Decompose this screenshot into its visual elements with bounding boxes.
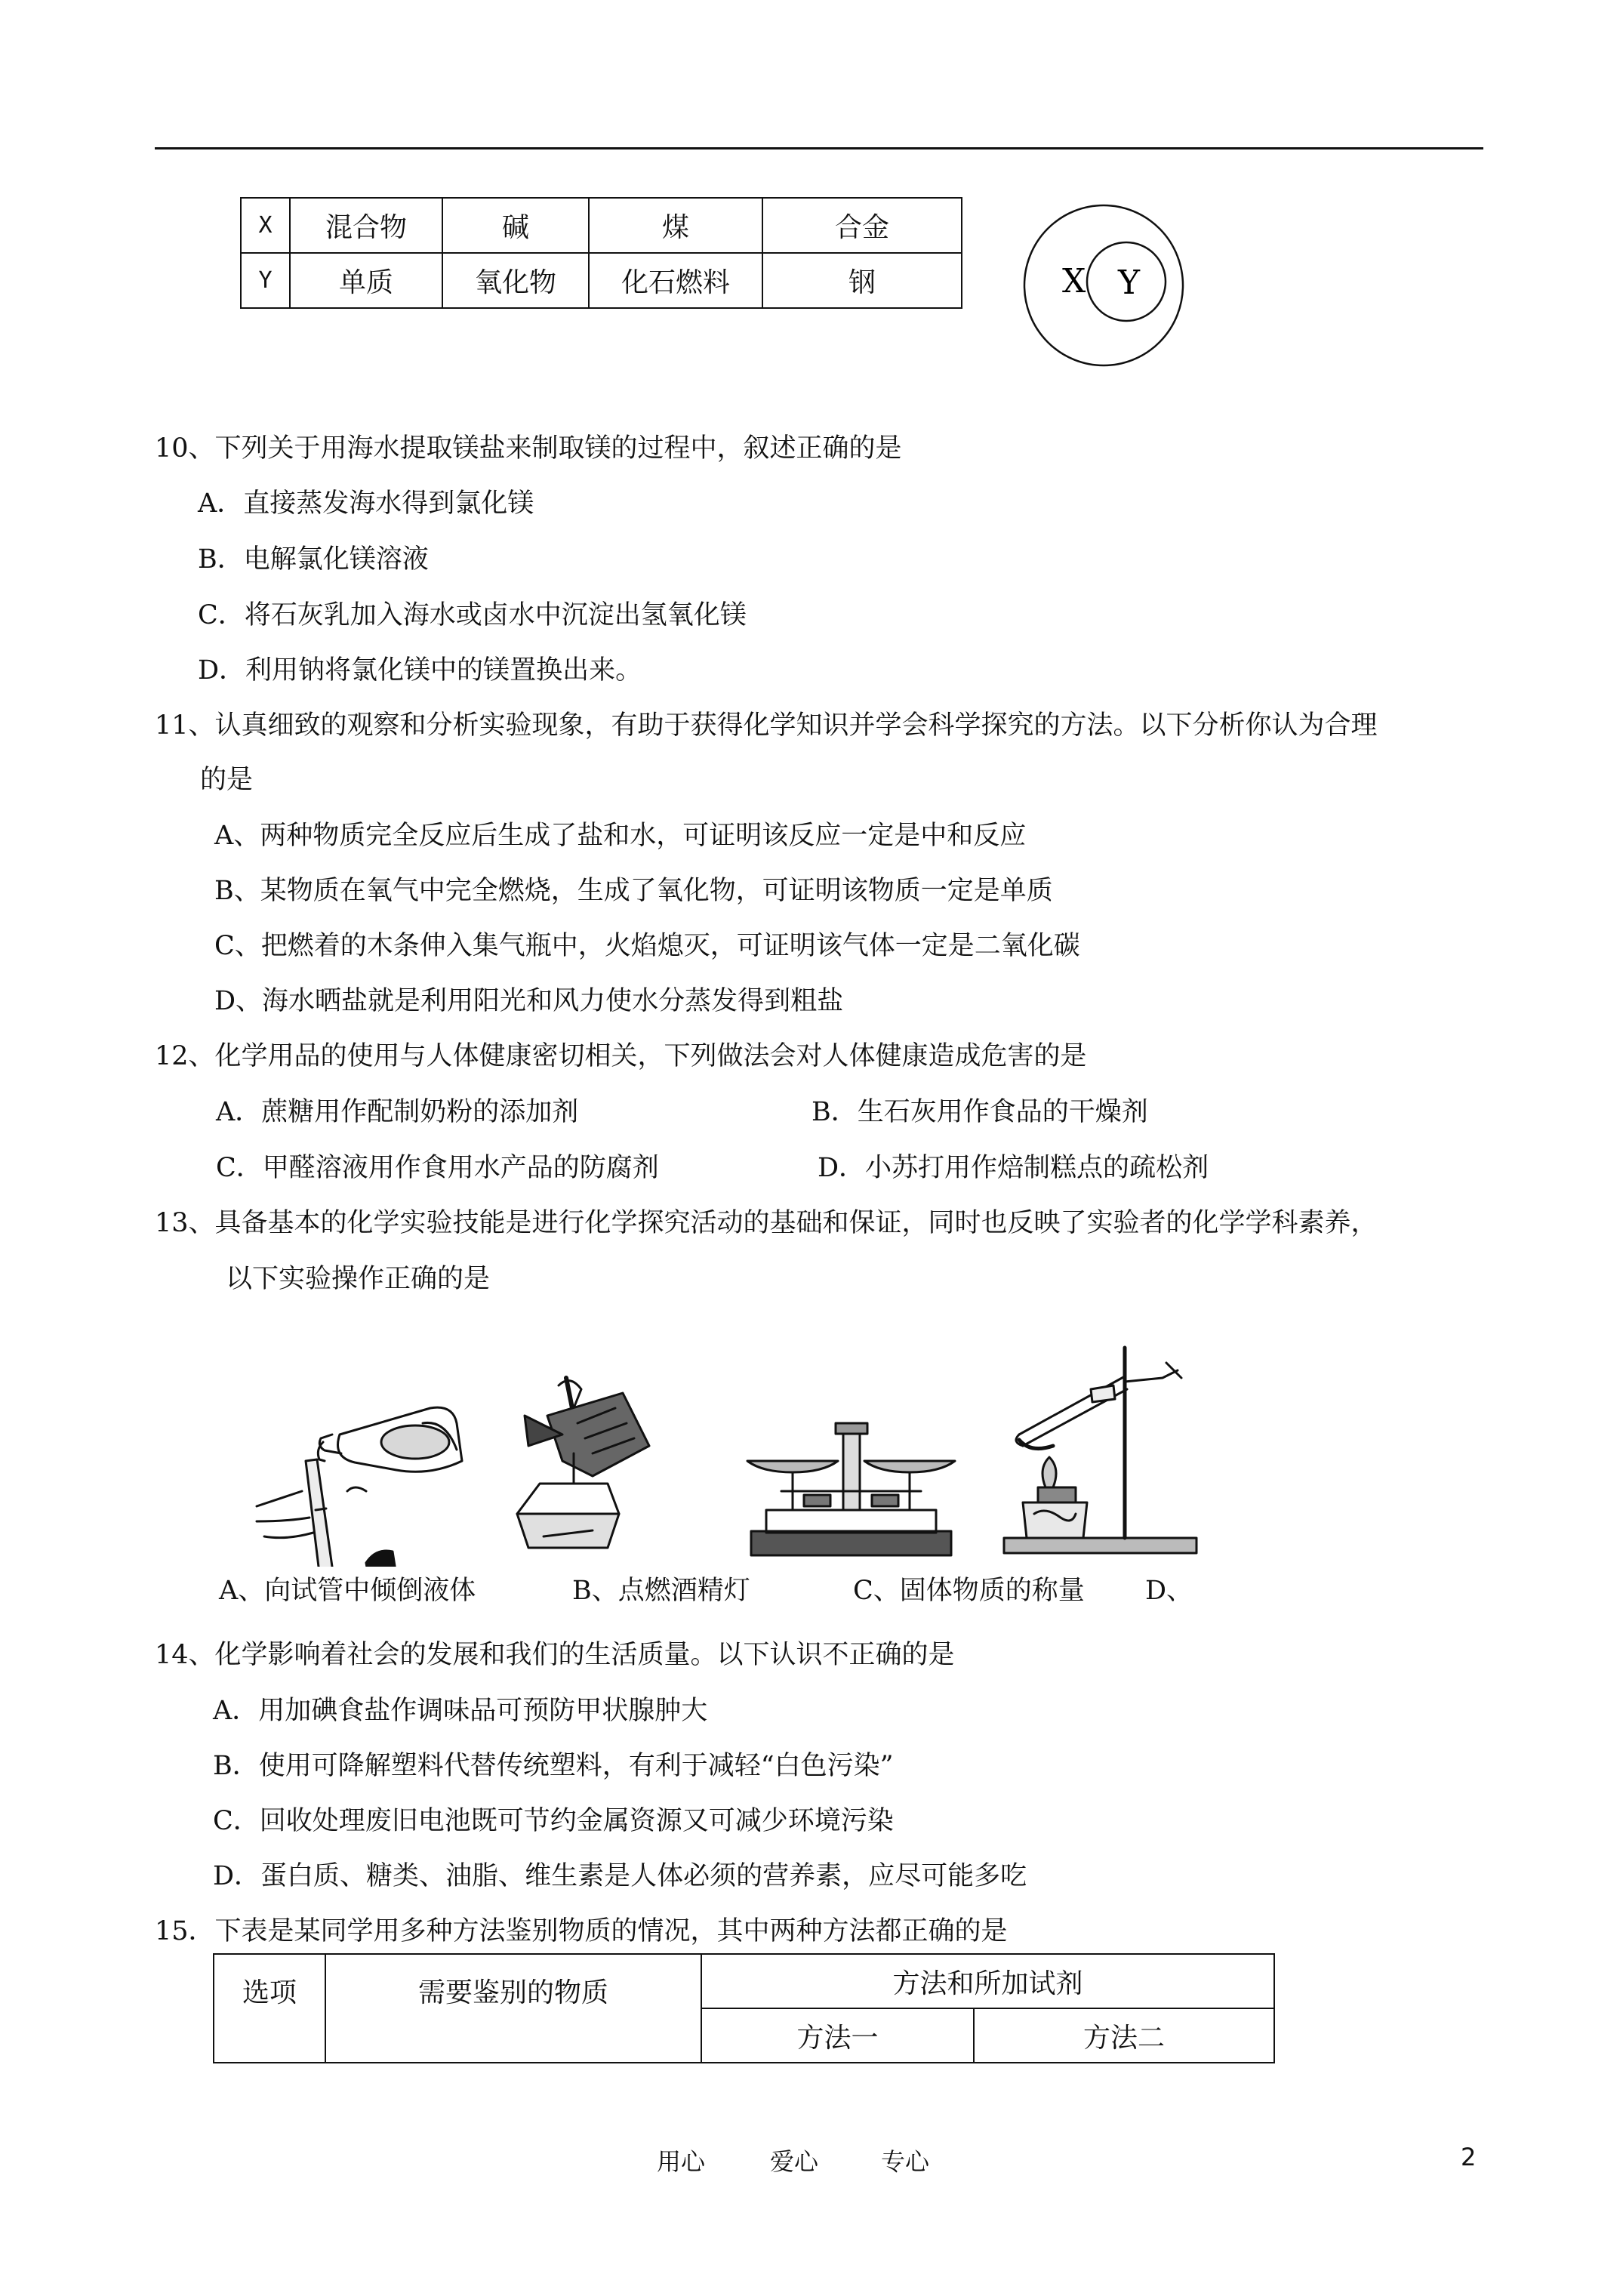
q10-option-b: B．电解氯化镁溶液: [198, 544, 429, 575]
alcohol-lamp-figure: [487, 1363, 657, 1559]
footer-item: 爱心: [770, 2147, 819, 2176]
table-cell: 单质: [290, 253, 442, 308]
q13-option-c: C、固体物质的称量: [853, 1576, 1085, 1606]
q12-option-d: D．小苏打用作焙制糕点的疏松剂: [818, 1153, 1209, 1183]
q13-option-d: D、: [1145, 1576, 1193, 1606]
question-11-stem-cont: 的是: [200, 765, 254, 795]
question-12-stem: 12、化学用品的使用与人体健康密切相关，下列做法会对人体健康造成危害的是: [155, 1041, 1087, 1071]
question-11-stem: 11、认真细致的观察和分析实验现象，有助于获得化学知识并学会科学探究的方法。以下分析你认为合理: [155, 710, 1378, 741]
q13-option-b: B、点燃酒精灯: [572, 1576, 750, 1606]
q10-option-d: D．利用钠将氯化镁中的镁置换出来。: [198, 655, 642, 686]
q12-option-c: C．甲醛溶液用作食用水产品的防腐剂: [216, 1153, 659, 1183]
table-row: [241, 198, 962, 253]
table-cell: 碱: [442, 198, 589, 253]
table-row: [241, 253, 962, 308]
table-cell: 合金: [762, 198, 962, 253]
header-method: 方法和所加试剂: [701, 1954, 1274, 2008]
q14-option-a: A．用加碘食盐作调味品可预防甲状腺肿大: [213, 1696, 708, 1726]
table-cell: 化石燃料: [589, 253, 762, 308]
footer-item: 专心: [881, 2147, 930, 2176]
question-14-stem: 14、化学影响着社会的发展和我们的生活质量。以下认识不正确的是: [155, 1640, 955, 1670]
q11-option-a: A、两种物质完全反应后生成了盐和水，可证明该反应一定是中和反应: [214, 821, 1027, 851]
page-number: 2: [1461, 2143, 1477, 2171]
q14-option-c: C．回收处理废旧电池既可节约金属资源又可减少环境污染: [213, 1806, 894, 1836]
question-15-stem: 15．下表是某同学用多种方法鉴别物质的情况，其中两种方法都正确的是: [155, 1916, 1008, 1946]
table-cell: 混合物: [290, 198, 442, 253]
header-method-2: 方法二: [974, 2008, 1274, 2063]
header-option: 选项: [214, 1954, 325, 2063]
header-rule: [155, 147, 1483, 149]
balance-scale-figure: [736, 1419, 966, 1563]
q12-option-b: B．生石灰用作食品的干燥剂: [812, 1097, 1148, 1127]
table-cell: 氧化物: [442, 253, 589, 308]
footer-item: 用心: [657, 2147, 706, 2176]
question-13-stem: 13、具备基本的化学实验技能是进行化学探究活动的基础和保证，同时也反映了实验者的化学学科素养，: [155, 1208, 1378, 1238]
heating-tube-figure: [1000, 1340, 1227, 1555]
row-label: X: [241, 198, 290, 253]
table-row: [214, 1954, 1274, 2008]
q12-option-a: A．蔗糖用作配制奶粉的添加剂: [216, 1097, 579, 1127]
venn-label-y: Y: [1118, 264, 1141, 302]
pour-liquid-figure: [242, 1378, 468, 1567]
q11-option-b: B、某物质在氧气中完全燃烧，生成了氧化物，可证明该物质一定是单质: [214, 876, 1053, 906]
table-cell: 煤: [589, 198, 762, 253]
header-substance: 需要鉴别的物质: [325, 1954, 701, 2063]
q11-option-c: C、把燃着的木条伸入集气瓶中，火焰熄灭，可证明该气体一定是二氧化碳: [214, 931, 1080, 961]
q11-option-d: D、海水晒盐就是利用阳光和风力使水分蒸发得到粗盐: [214, 986, 844, 1016]
q10-option-c: C．将石灰乳加入海水或卤水中沉淀出氢氧化镁: [198, 600, 747, 630]
q10-option-a: A．直接蒸发海水得到氯化镁: [198, 488, 534, 519]
outer-circle: [1024, 205, 1183, 365]
header-method-1: 方法一: [701, 2008, 974, 2063]
q14-option-b: B．使用可降解塑料代替传统塑料，有利于减轻“白色污染”: [213, 1751, 894, 1781]
row-label: Y: [241, 253, 290, 308]
table-cell: 钢: [762, 253, 962, 308]
question-10-stem: 10、下列关于用海水提取镁盐来制取镁的过程中，叙述正确的是: [155, 433, 902, 464]
xy-table: [240, 197, 962, 309]
question-13-stem-cont: 以下实验操作正确的是: [226, 1264, 491, 1294]
method-table: [213, 1953, 1275, 2063]
q13-option-a: A、向试管中倾倒液体: [219, 1576, 476, 1606]
q14-option-d: D．蛋白质、糖类、油脂、维生素是人体必须的营养素，应尽可能多吃: [213, 1861, 1027, 1891]
venn-diagram: [1015, 200, 1196, 374]
venn-label-x: X: [1062, 262, 1086, 300]
